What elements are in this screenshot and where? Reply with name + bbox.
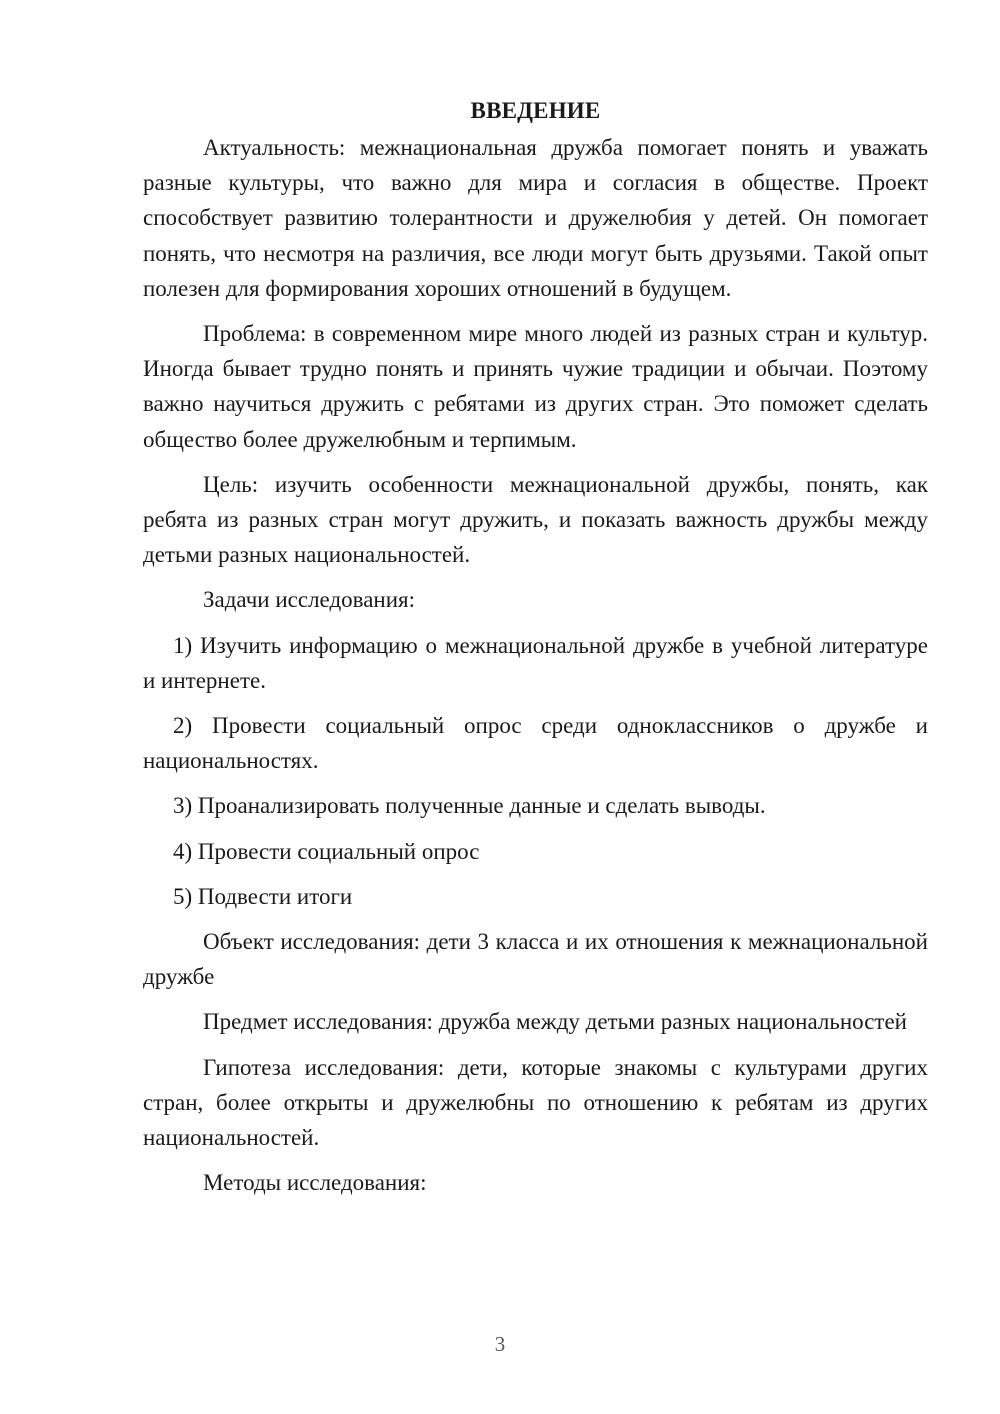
task-item-4: 4) Провести социальный опрос [173,838,480,864]
task-item-1: 1) Изучить информацию о межнациональной дружбе в учебной литературе и интернете. [143,632,928,693]
methods-heading: Методы исследования: [203,1170,427,1196]
paragraph-goal: Цель: изучить особенности межнациональной дружбы, понять, как ребята из разных стран могут дружить, и показать важность дружбы между детьми разных национальностей. [143,471,928,568]
paragraph-relevance: Актуальность: межнациональная дружба помогает понять и уважать разные культуры, что важно для мира и согласия в обществе. Проект способствует развитию толерантности и дружелюбия у детей. Он помогает понять, что несмотря на различия, все люди могут быть друзьями. Такой опыт полезен для формирования хороших отношений в будущем. [143,135,928,301]
task-item-2: 2) Провести социальный опрос среди одноклассников о дружбе и национальностях. [143,713,928,774]
tasks-heading: Задачи исследования: [203,587,416,613]
task-item-5: 5) Подвести итоги [173,883,353,909]
task-item-3: 3) Проанализировать полученные данные и сделать выводы. [173,793,766,819]
page-number: 3 [494,1332,506,1356]
paragraph-problem: Проблема: в современном мире много людей из разных стран и культур. Иногда бывает трудно понять и принять чужие традиции и обычаи. Поэтому важно научиться дружить с ребятами из других стран. Это поможет сделать общество более дружелюбным и терпимым. [143,321,928,452]
document-page [143,94,928,1210]
paragraph-subject: Предмет исследования: дружба между детьми разных национальностей [203,1009,907,1035]
section-heading: ВВЕДЕНИЕ [470,98,601,123]
paragraph-hypothesis: Гипотеза исследования: дети, которые знакомы с культурами других стран, более открыты и дружелюбны по отношению к ребятам из других национальностей. [143,1054,928,1151]
paragraph-object: Объект исследования: дети 3 класса и их отношения к межнациональной дружбе [143,929,928,990]
